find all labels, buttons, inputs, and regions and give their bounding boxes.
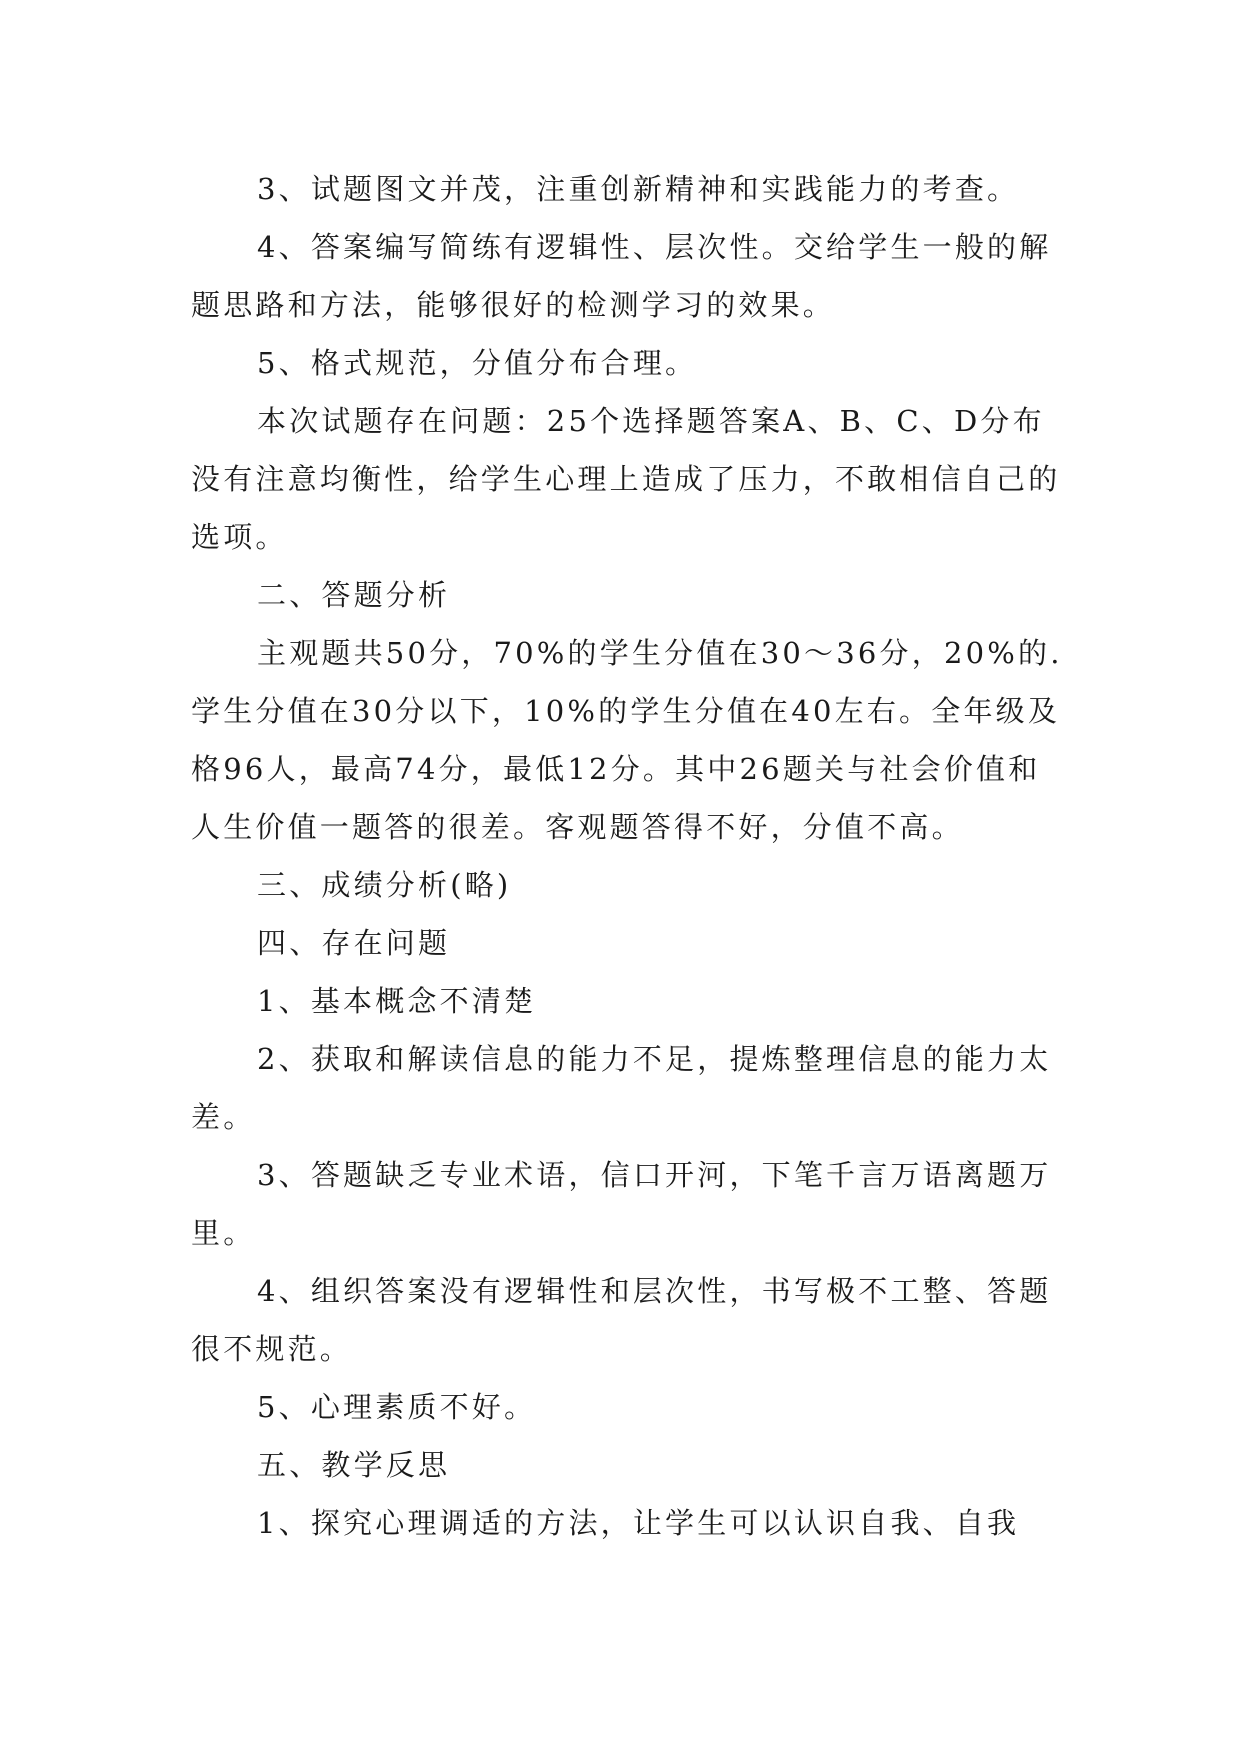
- section-heading: 五、教学反思: [257, 1448, 451, 1482]
- list-item: 1、基本概念不清楚: [257, 984, 537, 1018]
- section-heading: 二、答题分析: [257, 578, 451, 612]
- list-item: 5、心理素质不好。: [257, 1390, 537, 1424]
- list-item: 3、答题缺乏专业术语，信口开河，下笔千言万语离题万里。: [191, 1158, 1052, 1250]
- paragraph: 主观题共50分，70%的学生分值在30～36分，20%的.学生分值在30分以下，10%的学生分值在40左右。全年级及格96人，最高74分，最低12分。其中26题关与社会价值和人生价值一题答的很差。客观题答得不好，分值不高。: [191, 636, 1063, 844]
- paragraph: 4、答案编写简练有逻辑性、层次性。交给学生一般的解题思路和方法，能够很好的检测学习的效果。: [191, 230, 1052, 322]
- list-item: 1、探究心理调适的方法，让学生可以认识自我、自我: [257, 1506, 1020, 1540]
- paragraph: 3、试题图文并茂，注重创新精神和实践能力的考查。: [257, 172, 1020, 206]
- section-heading: 四、存在问题: [257, 926, 451, 960]
- paragraph: 5、格式规范，分值分布合理。: [257, 346, 698, 380]
- paragraph: 本次试题存在问题：25个选择题答案A、B、C、D分布没有注意均衡性，给学生心理上造成了压力，不敢相信自己的选项。: [191, 404, 1061, 554]
- list-item: 2、获取和解读信息的能力不足，提炼整理信息的能力太差。: [191, 1042, 1052, 1134]
- list-item: 4、组织答案没有逻辑性和层次性，书写极不工整、答题很不规范。: [191, 1274, 1052, 1366]
- section-heading: 三、成绩分析(略): [257, 868, 512, 902]
- document-body: [191, 160, 1065, 1552]
